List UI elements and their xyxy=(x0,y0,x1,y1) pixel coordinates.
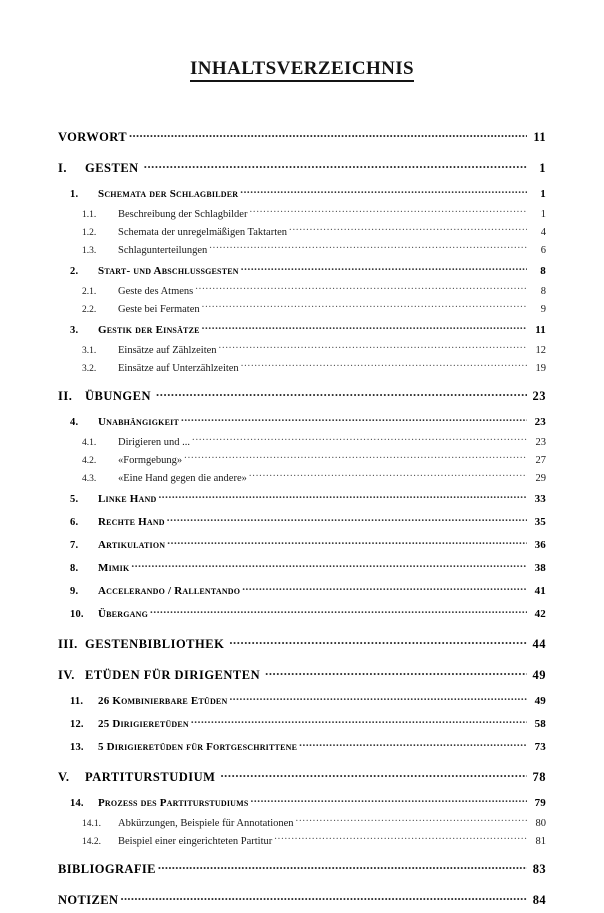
toc-entry[interactable] xyxy=(58,387,546,409)
toc-entry-label: PARTITURSTUDIUM xyxy=(85,769,216,784)
toc-dot-leader xyxy=(144,159,527,172)
toc-dot-leader xyxy=(242,583,527,594)
toc-entry-label: Dirigieren und ... xyxy=(118,436,191,448)
toc-dot-leader xyxy=(249,206,527,217)
toc-dot-leader xyxy=(229,693,527,704)
toc-entry-label: 5 Dirigieretüden für Fortgeschrittene xyxy=(98,741,298,753)
toc-dot-leader xyxy=(181,414,527,425)
toc-entry-number: 3.1. xyxy=(82,345,97,356)
toc-dot-leader xyxy=(158,491,527,502)
toc-entry-number: IV. xyxy=(58,667,75,682)
toc-entry-number: 14. xyxy=(70,798,84,809)
toc-entry[interactable] xyxy=(58,470,546,488)
toc-dot-leader xyxy=(156,387,527,400)
toc-entry[interactable] xyxy=(58,206,546,224)
toc-entry-label: Prozess des Partiturstudiums xyxy=(98,797,249,809)
toc-dot-leader xyxy=(202,301,527,312)
toc-entry-page-number: 1 xyxy=(540,208,546,220)
toc-entry-number: 1.3. xyxy=(82,245,97,256)
toc-entry-label: Geste bei Fermaten xyxy=(118,303,200,315)
toc-entry-label: NOTIZEN xyxy=(58,892,119,907)
toc-entry[interactable] xyxy=(58,360,546,378)
toc-entry-number: II. xyxy=(58,388,73,403)
toc-entry-page-number: 80 xyxy=(535,817,546,829)
toc-entry-page-number: 49 xyxy=(534,695,546,707)
toc-entry-label: Gestik der Einsätze xyxy=(98,324,200,336)
toc-entry-page-number: 1 xyxy=(539,160,546,175)
toc-entry[interactable] xyxy=(58,159,546,181)
toc-entry-number: 4. xyxy=(70,417,79,428)
toc-dot-leader xyxy=(274,833,527,844)
toc-entry-page-number: 29 xyxy=(535,472,546,484)
toc-dot-leader xyxy=(241,360,527,371)
toc-entry-page-number: 8 xyxy=(540,265,546,277)
toc-entry-page-number: 84 xyxy=(532,892,546,907)
toc-entry-page-number: 1 xyxy=(540,188,546,200)
toc-dot-leader xyxy=(289,224,527,235)
toc-entry-number: 9. xyxy=(70,586,79,597)
toc-dot-leader xyxy=(129,128,527,141)
toc-entry-number: 11. xyxy=(70,696,84,707)
toc-dot-leader xyxy=(249,470,527,481)
toc-entry-label: Geste des Atmens xyxy=(118,285,194,297)
toc-entry-page-number: 58 xyxy=(534,718,546,730)
toc-entry-number: 2. xyxy=(70,266,79,277)
toc-entry[interactable] xyxy=(58,452,546,470)
toc-entry-label: VORWORT xyxy=(58,129,128,144)
toc-entry[interactable] xyxy=(58,768,546,790)
toc-entry[interactable] xyxy=(58,815,546,833)
toc-dot-leader xyxy=(296,815,527,826)
toc-entry[interactable] xyxy=(58,716,546,736)
toc-entry-label: Rechte Hand xyxy=(98,516,165,528)
toc-entry-number: 14.2. xyxy=(82,836,101,847)
toc-dot-leader xyxy=(192,434,527,445)
toc-dot-leader xyxy=(167,537,527,548)
toc-entry-page-number: 23 xyxy=(532,388,546,403)
toc-entry[interactable] xyxy=(58,606,546,626)
toc-entry-label: Start- und Abschlussgesten xyxy=(98,265,239,277)
toc-entry-label: 26 Kombinierbare Etüden xyxy=(98,695,228,707)
toc-entry-number: 1.1. xyxy=(82,209,97,220)
toc-entry-number: 3. xyxy=(70,325,79,336)
toc-entry-label: Schlagunterteilungen xyxy=(118,244,208,256)
toc-dot-leader xyxy=(251,795,527,806)
toc-entry[interactable] xyxy=(58,224,546,242)
toc-entry[interactable] xyxy=(58,693,546,713)
toc-entry-page-number: 12 xyxy=(535,344,546,356)
toc-dot-leader xyxy=(265,666,527,679)
toc-entry-number: 4.1. xyxy=(82,437,97,448)
toc-entry-number: 12. xyxy=(70,719,84,730)
toc-entry-label: Abkürzungen, Beispiele für Annotationen xyxy=(118,817,294,829)
toc-entry[interactable] xyxy=(58,414,546,434)
toc-entry[interactable] xyxy=(58,301,546,319)
toc-entry-page-number: 35 xyxy=(534,516,546,528)
toc-entry-page-number: 11 xyxy=(533,129,546,144)
toc-entry-number: III. xyxy=(58,636,78,651)
toc-dot-leader xyxy=(209,242,527,253)
toc-entry[interactable] xyxy=(58,491,546,511)
toc-dot-leader xyxy=(229,635,527,648)
toc-entry-page-number: 38 xyxy=(534,562,546,574)
toc-entry-page-number: 42 xyxy=(534,608,546,620)
toc-entry-label: GESTENBIBLIOTHEK xyxy=(85,636,225,651)
toc-entry-label: Accelerando / Rallentando xyxy=(98,585,241,597)
toc-entry-label: BIBLIOGRAFIE xyxy=(58,861,156,876)
toc-entry-page-number: 78 xyxy=(532,769,546,784)
toc-dot-leader xyxy=(202,322,527,333)
toc-dot-leader xyxy=(191,716,527,727)
toc-entry-label: «Eine Hand gegen die andere» xyxy=(118,472,247,484)
toc-entry-page-number: 23 xyxy=(535,436,546,448)
toc-entry-page-number: 81 xyxy=(535,835,546,847)
toc-entry-number: 7. xyxy=(70,540,79,551)
toc-entry[interactable] xyxy=(58,128,546,150)
toc-dot-leader xyxy=(299,739,527,750)
toc-entry-label: Übergang xyxy=(98,608,148,620)
toc-entry-page-number: 73 xyxy=(534,741,546,753)
toc-entry-label: Schemata der unregelmäßigen Taktarten xyxy=(118,226,288,238)
toc-entry-page-number: 83 xyxy=(532,861,546,876)
toc-entry-label: Mimik xyxy=(98,562,130,574)
toc-entry-label: ÜBUNGEN xyxy=(85,388,152,403)
toc-entry-label: Linke Hand xyxy=(98,493,157,505)
toc-entry-number: 1. xyxy=(70,189,79,200)
toc-entry-page-number: 8 xyxy=(540,285,546,297)
toc-entry-page-number: 79 xyxy=(534,797,546,809)
toc-entry-label: Artikulation xyxy=(98,539,166,551)
toc-entry-label: GESTEN xyxy=(85,160,139,175)
toc-dot-leader xyxy=(220,768,527,781)
toc-dot-leader xyxy=(219,342,527,353)
toc-entry-label: Schemata der Schlagbilder xyxy=(98,188,239,200)
toc-dot-leader xyxy=(167,514,527,525)
toc-entry[interactable] xyxy=(58,860,546,882)
toc-dot-leader xyxy=(158,860,527,873)
toc-entry[interactable] xyxy=(58,283,546,301)
toc-dot-leader xyxy=(195,283,527,294)
toc-entry[interactable] xyxy=(58,514,546,534)
toc-dot-leader xyxy=(131,560,527,571)
toc-entry-number: V. xyxy=(58,769,70,784)
toc-entry[interactable] xyxy=(58,560,546,580)
toc-entry-number: 6. xyxy=(70,517,79,528)
toc-entry-page-number: 4 xyxy=(540,226,546,238)
toc-dot-leader xyxy=(240,186,527,197)
toc-entry-label: Beschreibung der Schlagbilder xyxy=(118,208,248,220)
toc-entry[interactable] xyxy=(58,583,546,603)
toc-entry-label: Einsätze auf Unterzählzeiten xyxy=(118,362,239,374)
toc-entry-number: 10. xyxy=(70,609,84,620)
toc-entry-page-number: 19 xyxy=(535,362,546,374)
toc-entry-page-number: 27 xyxy=(535,454,546,466)
toc-entry-number: 4.3. xyxy=(82,473,97,484)
toc-entry-number: 14.1. xyxy=(82,818,101,829)
toc-entry-page-number: 36 xyxy=(534,539,546,551)
toc-dot-leader xyxy=(150,606,527,617)
toc-entry[interactable] xyxy=(58,342,546,360)
toc-entry-label: Beispiel einer eingerichteten Partitur xyxy=(118,835,273,847)
toc-entry-number: 2.1. xyxy=(82,286,97,297)
toc-entry-page-number: 11 xyxy=(535,324,546,336)
toc-entry-label: ETÜDEN FÜR DIRIGENTEN xyxy=(85,667,261,682)
page-title xyxy=(0,0,604,80)
toc-entry[interactable] xyxy=(58,434,546,452)
toc-entry[interactable] xyxy=(58,635,546,657)
toc-entry-page-number: 6 xyxy=(540,244,546,256)
toc-dot-leader xyxy=(184,452,527,463)
toc-dot-leader xyxy=(241,263,527,274)
toc-entry[interactable] xyxy=(58,891,546,913)
toc-entry[interactable] xyxy=(58,242,546,260)
toc-entry-page-number: 33 xyxy=(534,493,546,505)
toc-entry-label: Einsätze auf Zählzeiten xyxy=(118,344,217,356)
toc-entry[interactable] xyxy=(58,739,546,759)
toc-entry-number: I. xyxy=(58,160,67,175)
toc-entry[interactable] xyxy=(58,666,546,688)
toc-entry-number: 2.2. xyxy=(82,304,97,315)
toc-entry-page-number: 41 xyxy=(534,585,546,597)
toc-entry-label: «Formgebung» xyxy=(118,454,183,466)
toc-entry[interactable] xyxy=(58,795,546,815)
toc-entry-page-number: 49 xyxy=(532,667,546,682)
toc-entry-page-number: 44 xyxy=(532,636,546,651)
page-title-text: INHALTSVERZEICHNIS xyxy=(190,58,414,82)
toc-entry-list xyxy=(58,128,546,913)
toc-entry[interactable] xyxy=(58,833,546,851)
toc-entry[interactable] xyxy=(58,537,546,557)
toc-entry-number: 4.2. xyxy=(82,455,97,466)
toc-entry-number: 13. xyxy=(70,742,84,753)
toc-entry[interactable] xyxy=(58,322,546,342)
toc-entry-label: 25 Dirigieretüden xyxy=(98,718,189,730)
toc-entry-number: 3.2. xyxy=(82,363,97,374)
toc-entry-number: 8. xyxy=(70,563,79,574)
toc-entry-number: 1.2. xyxy=(82,227,97,238)
toc-entry-page-number: 9 xyxy=(540,303,546,315)
toc-entry[interactable] xyxy=(58,263,546,283)
toc-entry-label: Unabhängigkeit xyxy=(98,416,179,428)
toc-entry[interactable] xyxy=(58,186,546,206)
toc-entry-number: 5. xyxy=(70,494,79,505)
toc-entry-page-number: 23 xyxy=(534,416,546,428)
toc-dot-leader xyxy=(120,891,527,904)
